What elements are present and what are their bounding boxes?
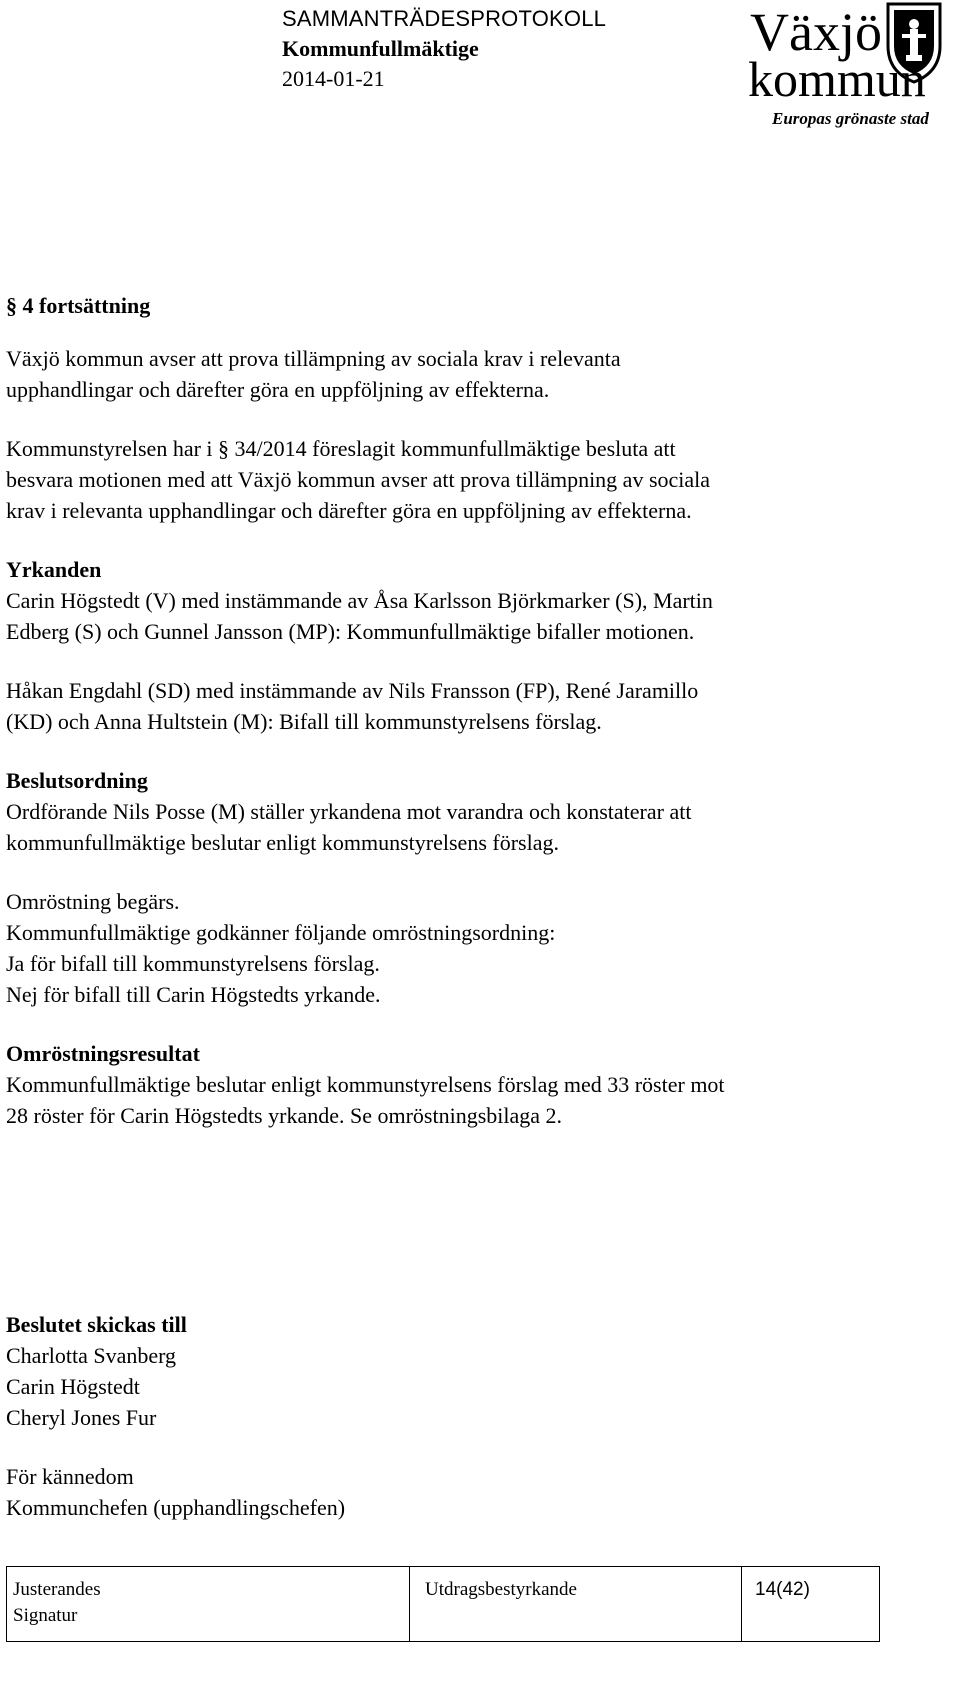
footer-divider xyxy=(741,1567,742,1641)
justerandes-cell xyxy=(13,1577,101,1629)
text-line: 28 röster för Carin Högstedts yrkande. Se omröstningsbilaga 2. xyxy=(6,1103,563,1128)
text-line: Växjö kommun avser att prova tillämpning av sociala krav i relevanta xyxy=(6,346,621,371)
yrkanden-counter xyxy=(6,675,886,737)
utdrag-cell xyxy=(425,1577,577,1603)
logo-text-line1: Växjö xyxy=(750,2,882,62)
beslutsordning-block xyxy=(6,765,886,858)
text-line: Ja för bifall till kommunstyrelsens förslag. xyxy=(6,951,380,976)
yrkanden-block xyxy=(6,554,886,647)
recipient: Charlotta Svanberg xyxy=(6,1343,177,1368)
resultat-heading: Omröstningsresultat xyxy=(6,1041,200,1066)
page-current: 14 xyxy=(755,1579,777,1600)
text-line: Kommunfullmäktige beslutar enligt kommunstyrelsens förslag med 33 röster mot xyxy=(6,1072,725,1097)
recipient: Kommunchefen (upphandlingschefen) xyxy=(6,1495,346,1520)
resultat-block xyxy=(6,1038,886,1131)
footer-divider xyxy=(409,1567,410,1641)
utdrag-label: Utdragsbestyrkande xyxy=(425,1579,577,1600)
text-line: upphandlingar och därefter göra en uppföljning av effekterna. xyxy=(6,377,550,402)
document-header xyxy=(282,4,606,94)
text-line: krav i relevanta upphandlingar och därefter göra en uppföljning av effekterna. xyxy=(6,498,692,523)
paragraph-ks-proposal xyxy=(6,433,886,526)
skickas-block xyxy=(6,1309,886,1433)
paragraph-intent xyxy=(6,343,886,405)
logo-tagline: Europas grönaste stad xyxy=(772,109,929,128)
text-line: Ordförande Nils Posse (M) ställer yrkandena mot varandra och konstaterar att xyxy=(6,799,692,824)
text-line: Carin Högstedt (V) med instämmande av Åsa Karlsson Björkmarker (S), Martin xyxy=(6,588,713,613)
kannedom-heading: För kännedom xyxy=(6,1464,134,1489)
page-number xyxy=(755,1577,810,1603)
text-line: Omröstning begärs. xyxy=(6,889,180,914)
text-line: Kommunfullmäktige godkänner följande omröstningsordning: xyxy=(6,920,556,945)
spacer xyxy=(6,1159,886,1309)
signature-footer xyxy=(6,1566,880,1642)
text-line: Håkan Engdahl (SD) med instämmande av Nils Fransson (FP), René Jaramillo xyxy=(6,678,699,703)
text-line: (KD) och Anna Hultstein (M): Bifall till kommunstyrelsens förslag. xyxy=(6,709,602,734)
beslutsordning-heading: Beslutsordning xyxy=(6,768,148,793)
page-total: (42) xyxy=(776,1579,810,1600)
text-line: besvara motionen med att Växjö kommun avser att prova tillämpning av sociala xyxy=(6,467,711,492)
yrkanden-heading: Yrkanden xyxy=(6,557,102,582)
document-content xyxy=(6,290,886,1551)
protocol-date: 2014-01-21 xyxy=(282,66,385,91)
skickas-heading: Beslutet skickas till xyxy=(6,1312,187,1337)
logo-text-line2: kommun xyxy=(748,51,926,107)
omrostning-block xyxy=(6,886,886,1010)
text-line: kommunfullmäktige beslutar enligt kommunstyrelsens förslag. xyxy=(6,830,559,855)
text-line: Nej för bifall till Carin Högstedts yrkande. xyxy=(6,982,381,1007)
signatur-label: Signatur xyxy=(13,1605,78,1626)
protocol-type: SAMMANTRÄDESPROTOKOLL xyxy=(282,6,607,31)
section-heading: § 4 fortsättning xyxy=(6,293,151,318)
protocol-body: Kommunfullmäktige xyxy=(282,36,479,61)
recipient: Carin Högstedt xyxy=(6,1374,140,1399)
kannedom-block xyxy=(6,1461,886,1523)
justerandes-label: Justerandes xyxy=(13,1579,101,1600)
text-line: Edberg (S) och Gunnel Jansson (MP): Kommunfullmäktige bifaller motionen. xyxy=(6,619,695,644)
recipient: Cheryl Jones Fur xyxy=(6,1405,157,1430)
vaxjo-kommun-logo xyxy=(748,0,960,132)
text-line: Kommunstyrelsen har i § 34/2014 föreslagit kommunfullmäktige besluta att xyxy=(6,436,676,461)
